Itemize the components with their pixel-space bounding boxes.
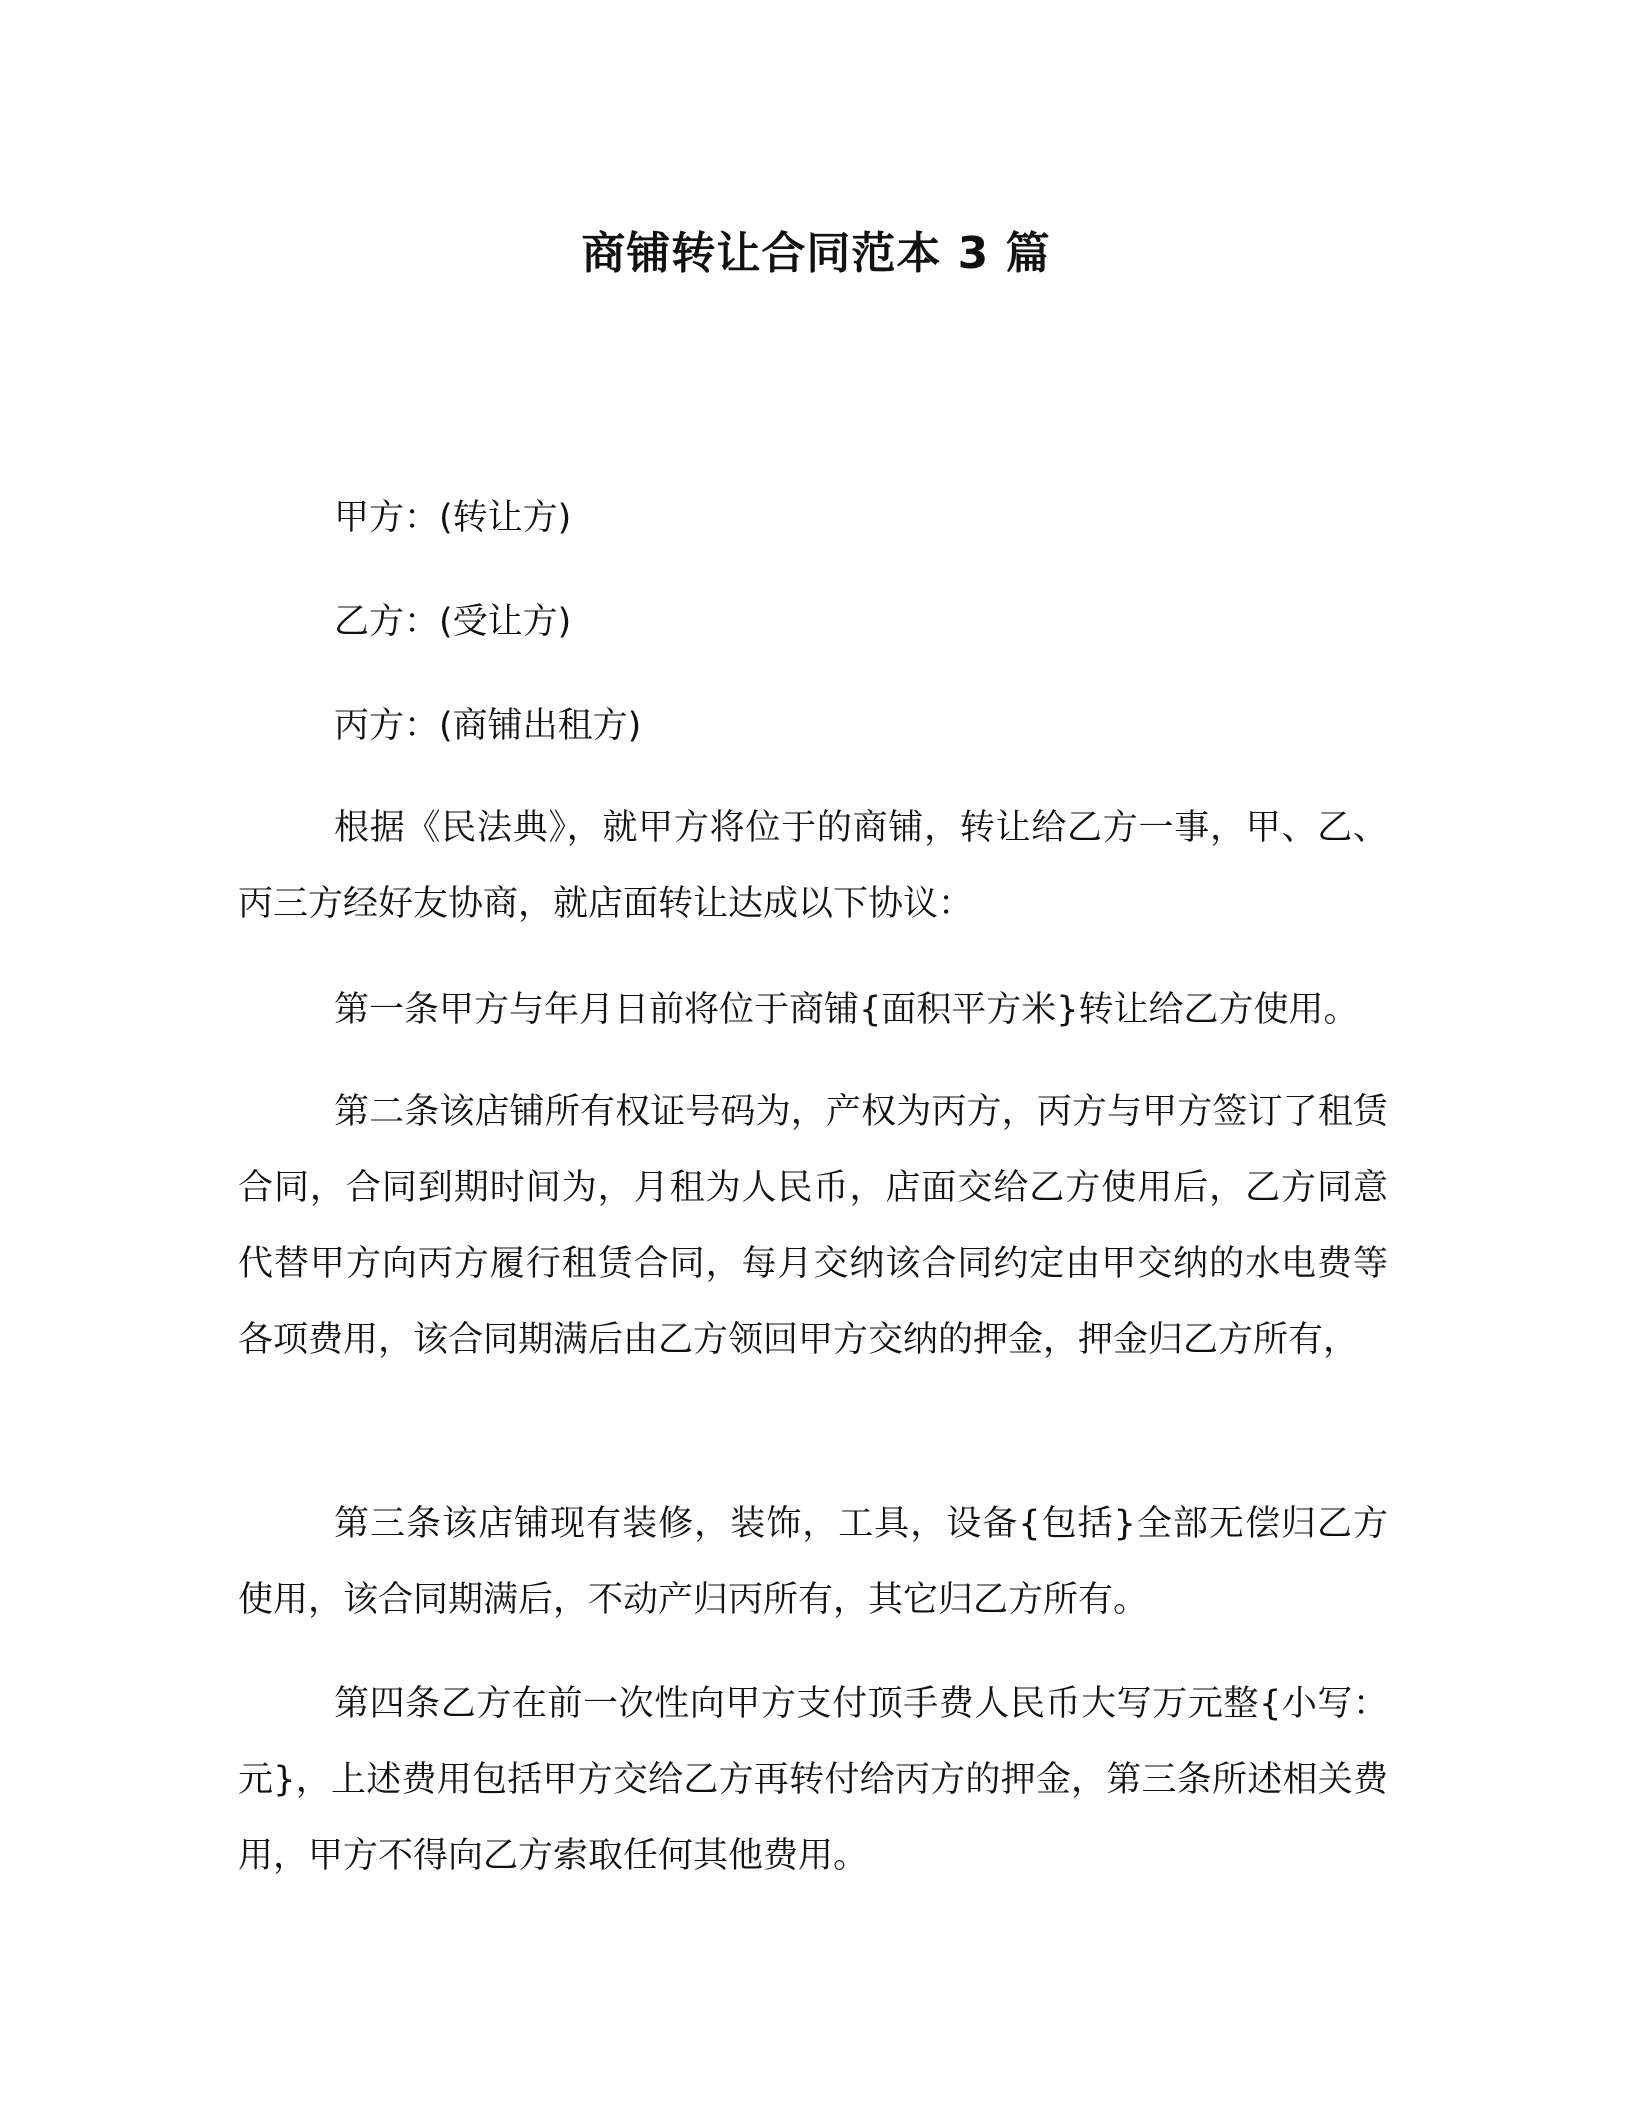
party-b-line: 乙方：(受让方): [334, 602, 572, 642]
party-c-line: 丙方：(商铺出租方): [334, 706, 642, 746]
document-title: 商铺转让合同范本 3 篇: [581, 228, 1051, 279]
article-2-paragraph: 第二条该店铺所有权证号码为，产权为丙方，丙方与甲方签订了租赁合同，合同到期时间为，月租为人民币，店面交给乙方使用后，乙方同意代替甲方向丙方履行租赁合同，每月交纳该合同约定由甲交纳的水电费等各项费用，该合同期满后由乙方领回甲方交纳的押金，押金归乙方所有，: [238, 1092, 1388, 1360]
intro-paragraph: 根据《民法典》，就甲方将位于的商铺，转让给乙方一事，甲、乙、丙三方经好友协商，就店面转让达成以下协议：: [238, 808, 1388, 924]
article-1-paragraph: 第一条甲方与年月日前将位于商铺{面积平方米}转让给乙方使用。: [334, 990, 1359, 1030]
article-3-paragraph: 第三条该店铺现有装修，装饰，工具，设备{包括}全部无偿归乙方使用，该合同期满后，不动产归丙所有，其它归乙方所有。: [238, 1504, 1388, 1620]
article-4-paragraph: 第四条乙方在前一次性向甲方支付顶手费人民币大写万元整{小写：元}，上述费用包括甲方交给乙方再转付给丙方的押金，第三条所述相关费用，甲方不得向乙方索取任何其他费用。: [238, 1684, 1388, 1876]
party-a-line: 甲方：(转让方): [334, 498, 572, 538]
